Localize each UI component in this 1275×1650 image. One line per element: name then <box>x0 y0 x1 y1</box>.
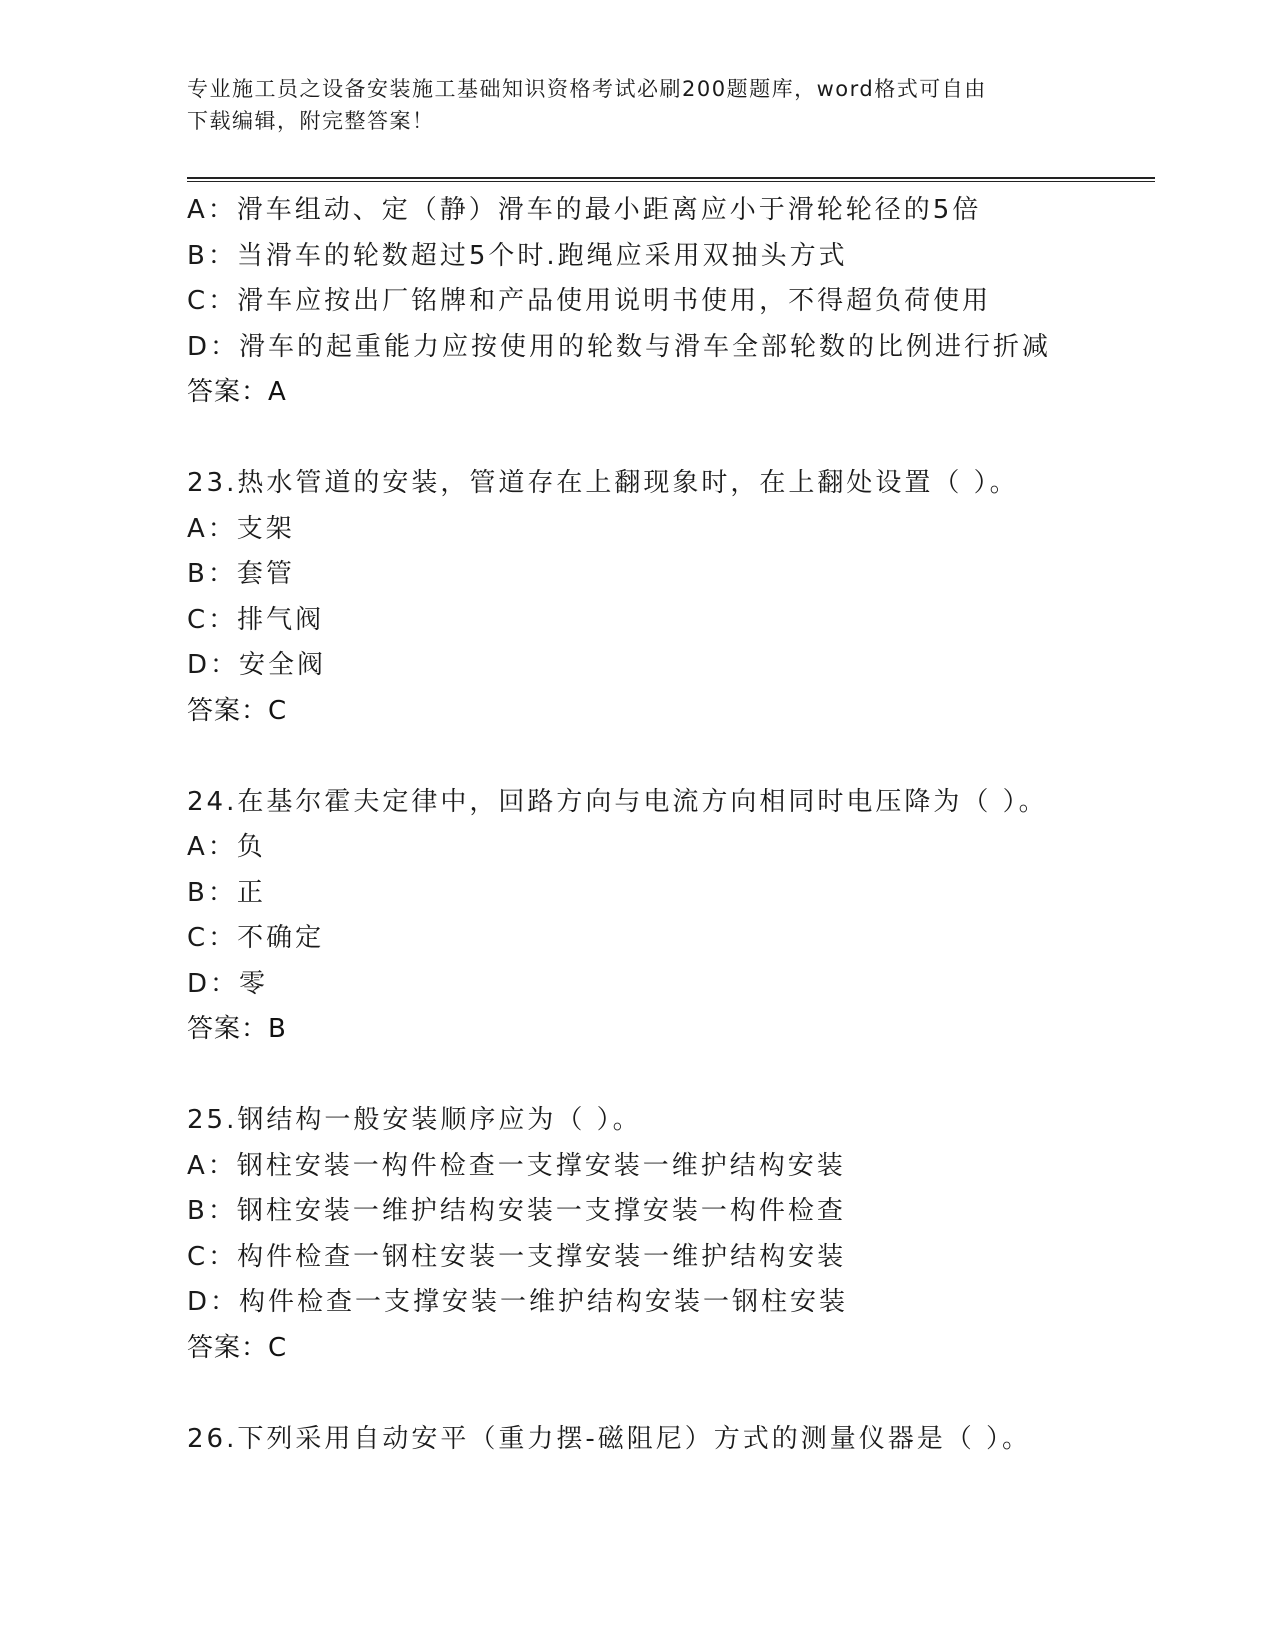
header-title-line-2: 下载编辑，附完整答案！ <box>187 109 435 133</box>
block-spacer <box>187 1371 1147 1417</box>
option-a: A：支架 <box>187 513 295 544</box>
header-divider <box>187 177 1155 182</box>
option-c: C：构件检查一钢柱安装一支撑安装一维护结构安装 <box>187 1241 847 1272</box>
question-block <box>187 461 1147 734</box>
option-a: A：钢柱安装一构件检查一支撑安装一维护结构安装 <box>187 1150 846 1181</box>
option-b: B：正 <box>187 877 266 908</box>
question-text: 25.钢结构一般安装顺序应为（ ）。 <box>187 1105 642 1135</box>
option-b: B：当滑车的轮数超过5个时.跑绳应采用双抽头方式 <box>187 240 848 271</box>
question-text: 24.在基尔霍夫定律中，回路方向与电流方向相同时电压降为（ ）。 <box>187 786 1048 817</box>
option-a: A：滑车组动、定（静）滑车的最小距离应小于滑轮轮径的5倍 <box>187 195 982 225</box>
answer-line: 答案：C <box>187 1332 288 1363</box>
option-c: C：不确定 <box>187 923 325 953</box>
option-b: B：钢柱安装一维护结构安装一支撑安装一构件检查 <box>187 1196 846 1226</box>
option-d: D：零 <box>187 968 269 999</box>
answer-line: 答案：C <box>187 695 288 726</box>
option-d: D：安全阀 <box>187 650 327 680</box>
question-block <box>187 1417 1147 1463</box>
question-text: 23.热水管道的安装，管道存在上翻现象时，在上翻处设置（ ）。 <box>187 468 1019 498</box>
block-spacer <box>187 734 1147 780</box>
option-c: C：滑车应按出厂铭牌和产品使用说明书使用，不得超负荷使用 <box>187 286 992 316</box>
block-spacer <box>187 416 1147 462</box>
question-block <box>187 1098 1147 1371</box>
block-spacer <box>187 1053 1147 1099</box>
option-c: C：排气阀 <box>187 604 325 635</box>
question-text: 26.下列采用自动安平（重力摆-磁阻尼）方式的测量仪器是（ ）。 <box>187 1423 1031 1454</box>
question-list <box>187 188 1147 1462</box>
question-block <box>187 780 1147 1053</box>
option-d: D：构件检查一支撑安装一维护结构安装一钢柱安装 <box>187 1287 849 1317</box>
option-d: D：滑车的起重能力应按使用的轮数与滑车全部轮数的比例进行折减 <box>187 331 1052 362</box>
answer-line: 答案：B <box>187 1014 287 1044</box>
question-block <box>187 188 1147 416</box>
document-header <box>187 73 1067 137</box>
answer-line: 答案：A <box>187 377 287 407</box>
option-a: A：负 <box>187 832 266 862</box>
header-title-line-1: 专业施工员之设备安装施工基础知识资格考试必刷200题题库，word格式可自由 <box>187 77 987 101</box>
option-b: B：套管 <box>187 559 295 589</box>
